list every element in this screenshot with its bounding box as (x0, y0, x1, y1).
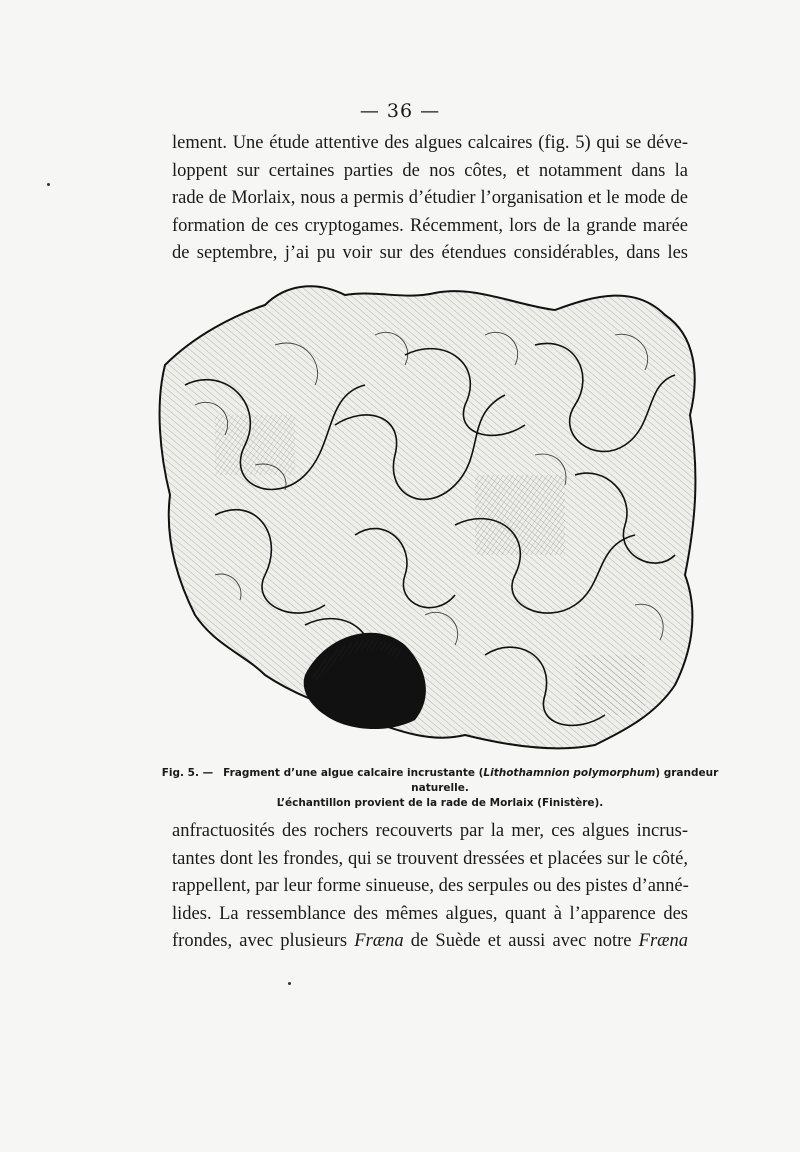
text-line: lides. La ressemblance des mêmes algues, quant à l’apparence des (172, 903, 688, 924)
text-line: formation de ces cryptogames. Récemment, lors de la grande marée (172, 215, 688, 236)
text-line: rappellent, par leur forme sinueuse, des serpules ou des pistes d’anné- (172, 876, 689, 896)
algae-illustration (155, 275, 710, 755)
text-line: de septembre, j’ai pu voir sur des étendues considérables, dans les (172, 243, 688, 263)
text-line: tantes dont les frondes, qui se trouvent dressées et placées sur le côté, (172, 848, 688, 869)
text-line: lement. Une étude attentive des algues calcaires (fig. 5) qui se déve- (172, 133, 688, 153)
species-name: Lithothamnion polymorphum (483, 767, 656, 779)
speck (288, 982, 291, 985)
text-line: anfractuosités des rochers recouverts par la mer, ces algues incrus- (172, 821, 688, 841)
figure-label: Fig. 5. — (161, 767, 214, 779)
caption-text: ) grandeur naturelle. (411, 767, 719, 794)
paragraph-bottom (172, 818, 688, 956)
figure-caption (160, 766, 720, 811)
text-line: loppent sur certaines parties de nos côtes, et notamment dans la (172, 160, 688, 181)
page-number: — 36 — (359, 100, 441, 122)
genus-name: Fræna (354, 931, 404, 951)
text-fragment: frondes, avec plusieurs (172, 931, 355, 951)
speck (47, 183, 50, 186)
text-line: rade de Morlaix, nous a permis d’étudier l’organisation et le mode de (172, 188, 688, 208)
caption-line-2: L’échantillon provient de la rade de Morlaix (Finistère). (276, 797, 604, 809)
caption-text: Fragment d’une algue calcaire incrustante ( (223, 767, 484, 779)
genus-name: Fræna (638, 931, 689, 951)
text-line (172, 928, 688, 956)
paragraph-top (172, 130, 688, 268)
text-fragment: de Suède et aussi avec notre (403, 931, 639, 951)
